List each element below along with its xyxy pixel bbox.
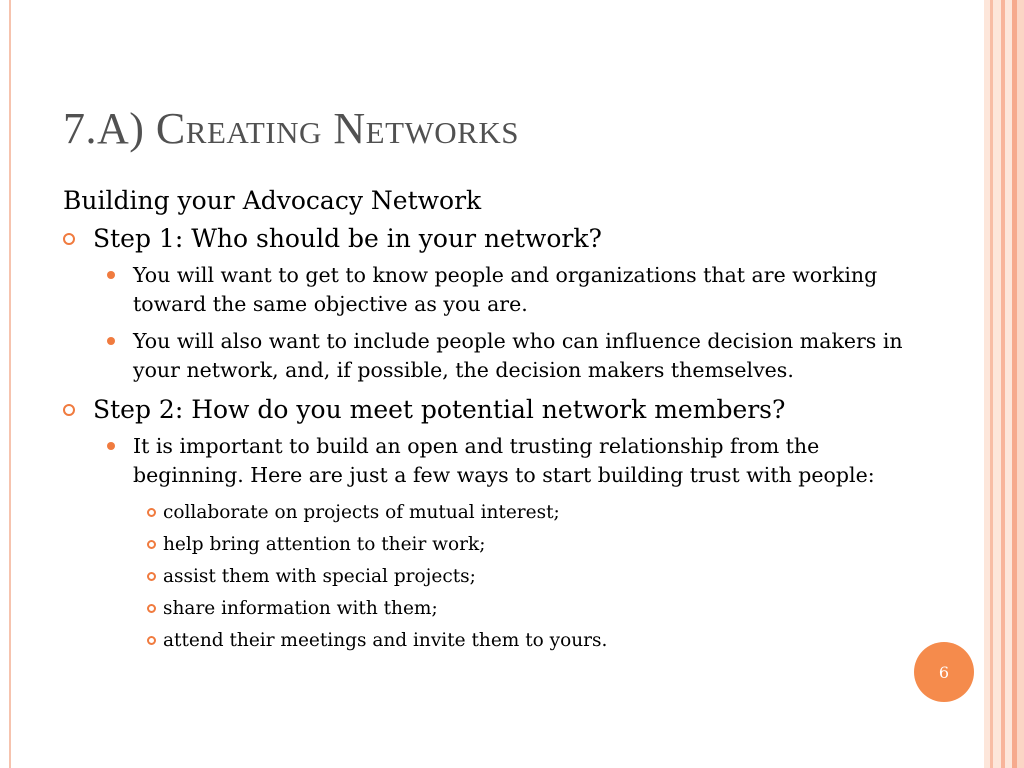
decorative-stripes bbox=[984, 0, 1024, 768]
hollow-circle-bullet-icon bbox=[63, 233, 75, 245]
step1-heading: Step 1: Who should be in your network? bbox=[93, 224, 602, 253]
way-text: collaborate on projects of mutual interest; bbox=[163, 502, 560, 523]
filled-circle-bullet-icon bbox=[107, 337, 115, 345]
small-hollow-circle-bullet-icon bbox=[147, 540, 156, 549]
step1-bullet-text: You will want to get to know people and organizations that are working toward the same objective as you are. bbox=[133, 263, 878, 316]
way-item bbox=[63, 626, 903, 655]
step2-heading: Step 2: How do you meet potential network members? bbox=[93, 395, 786, 424]
way-text: assist them with special projects; bbox=[163, 566, 476, 587]
step2-bullet-text: It is important to build an open and trusting relationship from the beginning. Here are just a few ways to start building trust with people: bbox=[133, 434, 875, 487]
step2-bullet bbox=[63, 432, 903, 490]
slide-body bbox=[63, 184, 903, 658]
filled-circle-bullet-icon bbox=[107, 271, 115, 279]
step1-item bbox=[63, 222, 903, 255]
way-text: attend their meetings and invite them to yours. bbox=[163, 630, 608, 651]
slide-title: 7.A) Creating Networks bbox=[63, 104, 519, 153]
way-text: help bring attention to their work; bbox=[163, 534, 486, 555]
step1-bullet bbox=[63, 261, 903, 319]
step2-item bbox=[63, 393, 903, 426]
way-text: share information with them; bbox=[163, 598, 438, 619]
way-item bbox=[63, 562, 903, 591]
small-hollow-circle-bullet-icon bbox=[147, 508, 156, 517]
step1-bullet bbox=[63, 327, 903, 385]
way-item bbox=[63, 530, 903, 559]
small-hollow-circle-bullet-icon bbox=[147, 572, 156, 581]
small-hollow-circle-bullet-icon bbox=[147, 636, 156, 645]
step1-bullet-text: You will also want to include people who can influence decision makers in your network, and, if possible, the decision makers themselves. bbox=[133, 329, 903, 382]
left-border-line bbox=[9, 0, 11, 768]
lead-text: Building your Advocacy Network bbox=[63, 186, 482, 215]
filled-circle-bullet-icon bbox=[107, 442, 115, 450]
way-item bbox=[63, 594, 903, 623]
page-number-badge: 6 bbox=[914, 642, 974, 702]
small-hollow-circle-bullet-icon bbox=[147, 604, 156, 613]
way-item bbox=[63, 498, 903, 527]
hollow-circle-bullet-icon bbox=[63, 404, 75, 416]
